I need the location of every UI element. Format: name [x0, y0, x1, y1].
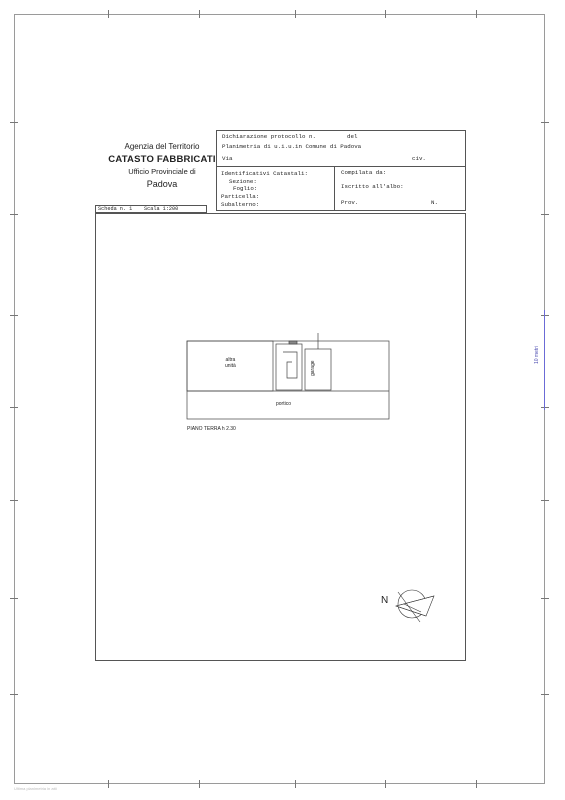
margin-scale-label: 10 metri: [534, 345, 541, 365]
garage-label: garage: [310, 360, 316, 376]
building-outline: [187, 341, 389, 419]
north-label: N: [381, 595, 389, 606]
catasto-title: CATASTO FABBRICATI: [108, 154, 216, 165]
subalterno-label: Subalterno:: [221, 201, 260, 208]
foglio-label: Foglio:: [233, 185, 258, 192]
footer-note: Ultima planimetria in atti: [14, 786, 57, 791]
agency-name: Agenzia del Territorio: [124, 142, 200, 151]
iscritto-label: Iscritto all'albo:: [341, 183, 404, 190]
civ-label: civ.: [412, 155, 426, 162]
prov-label: Prov.: [341, 199, 359, 206]
dichiarazione-label: Dichiarazione protocollo n.: [222, 133, 316, 140]
identificativi-label: Identificativi Catastali:: [221, 170, 308, 177]
piano-label: PIANO TERRA h 2.30: [187, 426, 236, 432]
stair-zone: [276, 344, 302, 390]
portico-label: portico: [276, 401, 292, 407]
via-label: Via: [222, 155, 233, 162]
garage-room: [305, 349, 331, 390]
particella-label: Particella:: [221, 193, 260, 200]
stair-door: [289, 341, 297, 344]
n-label: N.: [431, 199, 438, 206]
stair-lines: [283, 352, 297, 378]
scala-label: Scala 1:200: [144, 206, 179, 212]
ufficio-label: Ufficio Provinciale di: [128, 167, 196, 176]
compass-icon: [396, 590, 434, 622]
planimetria-label: Planimetria di u.i.u.in Comune di Padova: [222, 143, 362, 150]
compilata-label: Compilata da:: [341, 169, 387, 176]
altra-unita-label: altra unità: [225, 357, 236, 369]
city-name: Padova: [146, 179, 178, 189]
scheda-label: Scheda n. 1: [98, 206, 133, 212]
sezione-label: Sezione:: [229, 178, 257, 185]
del-label: del: [347, 133, 358, 140]
